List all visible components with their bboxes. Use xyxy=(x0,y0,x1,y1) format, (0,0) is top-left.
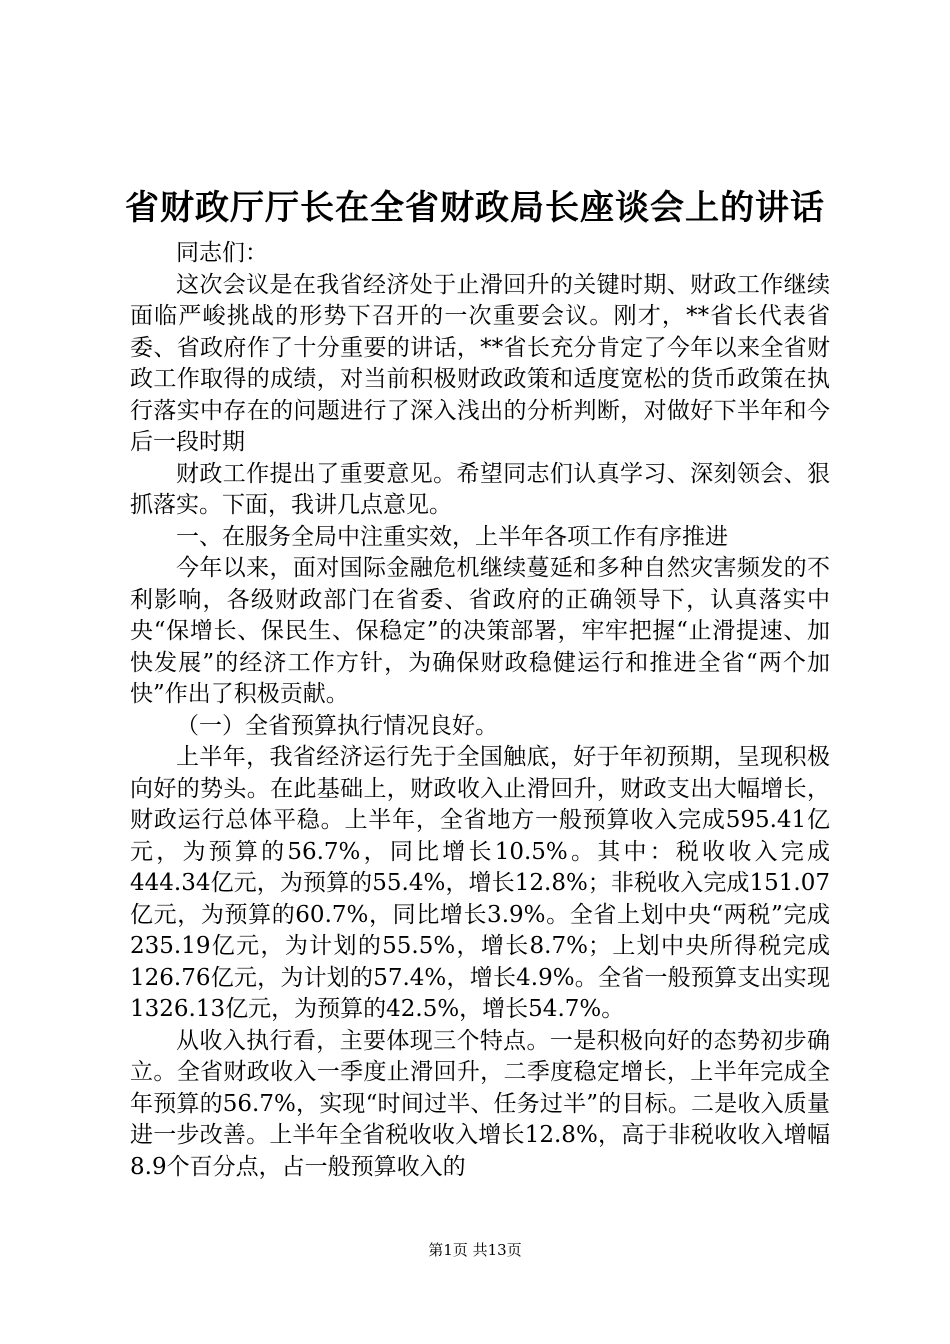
salutation: 同志们： xyxy=(176,240,268,266)
page-footer: 第1页 共13页 xyxy=(428,1241,522,1259)
document-body xyxy=(130,238,830,1183)
body-paragraph: 从收入执行看，主要体现三个特点。一是积极向好的态势初步确立。全省财政收入一季度止滑回升，二季度稳定增长，上半年完成全年预算的56.7%，实现“时间过半、任务过半”的目标。二是收入质量进一步改善。上半年全省税收收入增长12.8%，高于非税收收入增幅8.9个百分点，占一般预算收入的 xyxy=(130,1027,830,1180)
body-paragraph: 今年以来，面对国际金融危机继续蔓延和多种自然灾害频发的不利影响，各级财政部门在省委、省政府的正确领导下，认真落实中央“保增长、保民生、保稳定”的决策部署，牢牢把握“止滑提速、加快发展”的经济工作方针，为确保财政稳健运行和推进全省“两个加快”作出了积极贡献。 xyxy=(130,555,830,707)
body-paragraph: 财政工作提出了重要意见。希望同志们认真学习、深刻领会、狠抓落实。下面，我讲几点意见。 xyxy=(130,460,830,518)
body-paragraph: 上半年，我省经济运行先于全国触底，好于年初预期，呈现积极向好的势头。在此基础上，财政收入止滑回升，财政支出大幅增长，财政运行总体平稳。上半年，全省地方一般预算收入完成595.41亿元，为预算的56.7%，同比增长10.5%。其中：税收收入完成444.34亿元，为预算的55.4%，增长12.8%；非税收入完成151.07亿元，为预算的60.7%，同比增长3.9%。全省上划中央“两税”完成235.19亿元，为计划的55.5%，增长8.7%；上划中央所得税完成126.76亿元，为计划的57.4%，增长4.9%。全省一般预算支出实现1326.13亿元，为预算的42.5%，增长54.7%。 xyxy=(130,744,830,1022)
document-title: 省财政厅厅长在全省财政局长座谈会上的讲话 xyxy=(125,188,825,228)
body-paragraph: 这次会议是在我省经济处于止滑回升的关键时期、财政工作继续面临严峻挑战的形势下召开的一次重要会议。刚才，**省长代表省委、省政府作了十分重要的讲话，**省长充分肯定了今年以来全省财政工作取得的成绩，对当前积极财政政策和适度宽松的货币政策在执行落实中存在的问题进行了深入浅出的分析判断，对做好下半年和今后一段时期 xyxy=(130,271,830,455)
subsection-heading: （一）全省预算执行情况良好。 xyxy=(176,712,498,739)
section-heading: 一、在服务全局中注重实效，上半年各项工作有序推进 xyxy=(176,523,728,550)
